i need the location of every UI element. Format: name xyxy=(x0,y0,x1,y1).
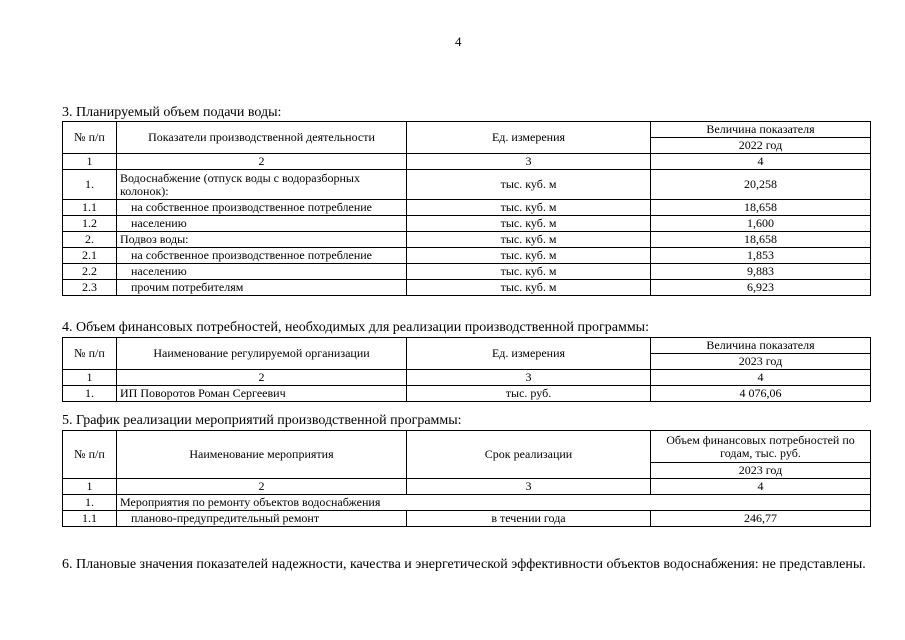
section-5-title: 5. График реализации мероприятий производственной программы: xyxy=(62,413,462,428)
header-num: № п/п xyxy=(63,122,117,154)
col-number: 4 xyxy=(651,370,871,386)
schedule-table xyxy=(62,430,871,527)
row-num: 1.1 xyxy=(63,511,117,527)
row-value: 1,853 xyxy=(651,248,871,264)
header-value: Объем финансовых потребностей по годам, тыс. руб. xyxy=(651,431,871,463)
header-year: 2022 год xyxy=(651,138,871,154)
row-value: 18,658 xyxy=(651,232,871,248)
row-name: на собственное производственное потребление xyxy=(117,248,407,264)
header-value: Величина показателя xyxy=(651,338,871,354)
header-event: Наименование мероприятия xyxy=(117,431,407,479)
row-value: 9,883 xyxy=(651,264,871,280)
row-name: населению xyxy=(117,264,407,280)
row-value: 1,600 xyxy=(651,216,871,232)
row-num: 2.3 xyxy=(63,280,117,296)
row-name: Водоснабжение (отпуск воды с водоразборных колонок): xyxy=(117,170,407,200)
col-number: 1 xyxy=(63,154,117,170)
table-row xyxy=(63,200,871,216)
header-num: № п/п xyxy=(63,338,117,370)
header-indicator: Показатели производственной деятельности xyxy=(117,122,407,154)
row-num: 2. xyxy=(63,232,117,248)
row-value: 6,923 xyxy=(651,280,871,296)
row-name: прочим потребителям xyxy=(117,280,407,296)
table-row xyxy=(63,216,871,232)
header-year: 2023 год xyxy=(651,463,871,479)
col-number: 2 xyxy=(117,370,407,386)
row-unit: тыс. куб. м xyxy=(407,232,651,248)
header-year: 2023 год xyxy=(651,354,871,370)
column-number-row xyxy=(63,154,871,170)
section-4-title: 4. Объем финансовых потребностей, необходимых для реализации производственной программы: xyxy=(62,320,649,335)
header-num: № п/п xyxy=(63,431,117,479)
row-num: 2.1 xyxy=(63,248,117,264)
row-term: в течении года xyxy=(407,511,651,527)
col-number: 3 xyxy=(407,479,651,495)
header-org: Наименование регулируемой организации xyxy=(117,338,407,370)
row-num: 1. xyxy=(63,386,117,402)
group-row xyxy=(63,495,871,511)
row-unit: тыс. куб. м xyxy=(407,170,651,200)
row-unit: тыс. куб. м xyxy=(407,264,651,280)
financial-needs-table xyxy=(62,337,871,402)
water-supply-table xyxy=(62,121,871,296)
col-number: 4 xyxy=(651,479,871,495)
row-name: населению xyxy=(117,216,407,232)
row-name: планово-предупредительный ремонт xyxy=(117,511,407,527)
col-number: 4 xyxy=(651,154,871,170)
section-6-paragraph: 6. Плановые значения показателей надежности, качества и энергетической эффективности объектов водоснабжения: не представлены. xyxy=(62,557,866,572)
row-unit: тыс. куб. м xyxy=(407,248,651,264)
row-name: на собственное производственное потребление xyxy=(117,200,407,216)
row-unit: тыс. куб. м xyxy=(407,216,651,232)
page-number: 4 xyxy=(455,34,462,49)
col-number: 3 xyxy=(407,370,651,386)
row-value: 18,658 xyxy=(651,200,871,216)
table-row xyxy=(63,386,871,402)
row-value: 20,258 xyxy=(651,170,871,200)
row-num: 2.2 xyxy=(63,264,117,280)
row-name: Подвоз воды: xyxy=(117,232,407,248)
section-3-title: 3. Планируемый объем подачи воды: xyxy=(62,105,282,120)
table-row xyxy=(63,511,871,527)
header-value: Величина показателя xyxy=(651,122,871,138)
row-unit: тыс. куб. м xyxy=(407,200,651,216)
group-num: 1. xyxy=(63,495,117,511)
table-row xyxy=(63,264,871,280)
row-unit: тыс. руб. xyxy=(407,386,651,402)
column-number-row xyxy=(63,370,871,386)
col-number: 3 xyxy=(407,154,651,170)
row-num: 1.2 xyxy=(63,216,117,232)
table-row xyxy=(63,170,871,200)
header-unit: Ед. измерения xyxy=(407,338,651,370)
row-unit: тыс. куб. м xyxy=(407,280,651,296)
row-value: 246,77 xyxy=(651,511,871,527)
header-term: Срок реализации xyxy=(407,431,651,479)
col-number: 2 xyxy=(117,154,407,170)
row-num: 1. xyxy=(63,170,117,200)
row-value: 4 076,06 xyxy=(651,386,871,402)
header-unit: Ед. измерения xyxy=(407,122,651,154)
table-row xyxy=(63,280,871,296)
table-row xyxy=(63,248,871,264)
column-number-row xyxy=(63,479,871,495)
table-row xyxy=(63,232,871,248)
row-num: 1.1 xyxy=(63,200,117,216)
col-number: 1 xyxy=(63,479,117,495)
col-number: 1 xyxy=(63,370,117,386)
group-name: Мероприятия по ремонту объектов водоснабжения xyxy=(117,495,871,511)
col-number: 2 xyxy=(117,479,407,495)
row-name: ИП Поворотов Роман Сергеевич xyxy=(117,386,407,402)
